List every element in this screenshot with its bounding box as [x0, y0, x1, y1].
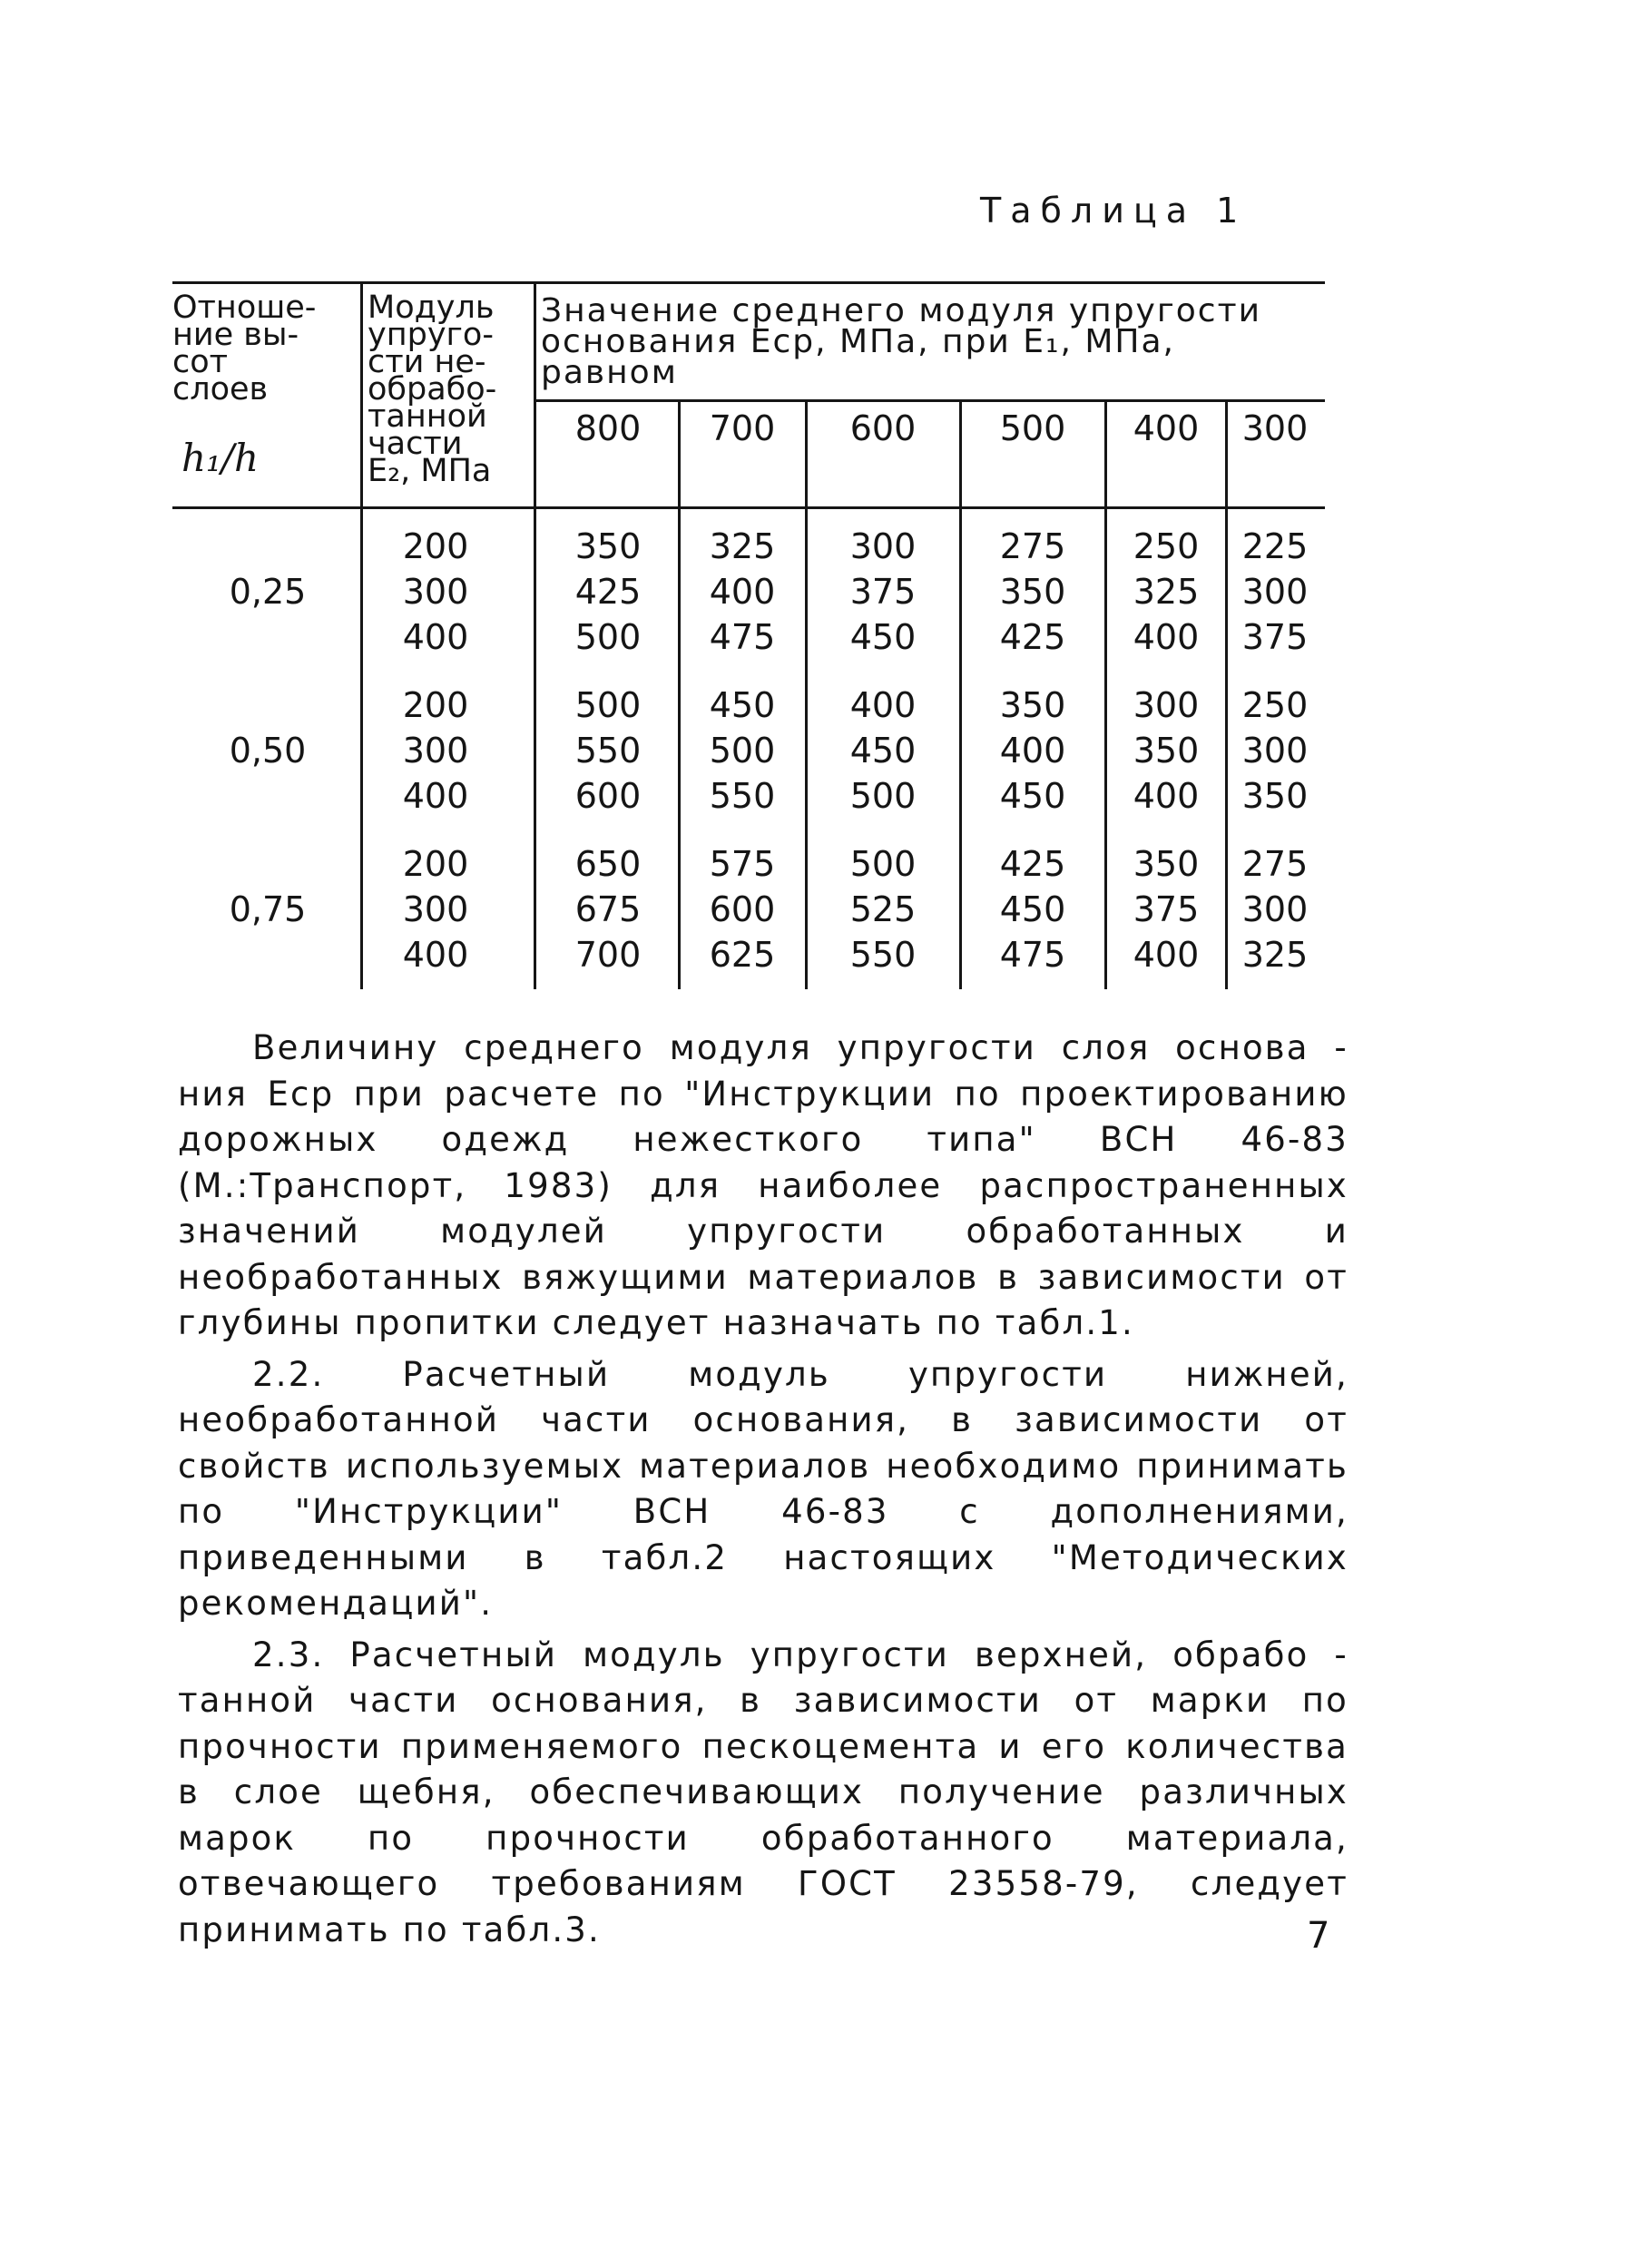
col-divider-6: [1104, 401, 1107, 989]
table-cell: 500: [849, 776, 917, 816]
e2-value: 300: [402, 572, 469, 612]
table-cell: 250: [1133, 526, 1200, 566]
table-cell: 325: [1133, 572, 1200, 612]
column-header: 600: [849, 408, 917, 448]
column-header: 300: [1241, 408, 1309, 448]
data-table: [172, 281, 1325, 989]
table-cell: 500: [849, 844, 917, 884]
table-cell: 450: [999, 889, 1066, 929]
table-cell: 700: [574, 935, 642, 975]
header-ratio: Отноше- ние вы- сот слоев: [172, 290, 317, 407]
page-number: 7: [1307, 1915, 1330, 1957]
table-cell: 350: [1241, 776, 1309, 816]
header-sub-rule: [535, 399, 1325, 402]
table-cell: 400: [709, 572, 776, 612]
column-header: 500: [999, 408, 1066, 448]
col-divider-5: [959, 401, 962, 989]
table-cell: 325: [1241, 935, 1309, 975]
table-cell: 600: [709, 889, 776, 929]
table-title: Таблица 1: [980, 191, 1248, 231]
header-ratio-symbol: h₁/h: [181, 436, 260, 480]
table-cell: 400: [999, 731, 1066, 771]
table-cell: 425: [574, 572, 642, 612]
table-cell: 350: [1133, 844, 1200, 884]
header-bottom-rule: [172, 506, 1325, 509]
table-cell: 475: [709, 617, 776, 657]
table-cell: 525: [849, 889, 917, 929]
e2-value: 400: [402, 776, 469, 816]
e2-value: 200: [402, 844, 469, 884]
table-cell: 250: [1241, 685, 1309, 725]
column-header: 700: [709, 408, 776, 448]
table-cell: 350: [999, 685, 1066, 725]
table-cell: 300: [1241, 731, 1309, 771]
table-top-rule: [172, 281, 1325, 284]
table-cell: 375: [1133, 889, 1200, 929]
table-cell: 275: [999, 526, 1066, 566]
ratio-value: 0,75: [229, 889, 307, 929]
ratio-value: 0,25: [229, 572, 307, 612]
table-cell: 275: [1241, 844, 1309, 884]
table-cell: 400: [849, 685, 917, 725]
e2-value: 200: [402, 685, 469, 725]
col-divider-4: [805, 401, 808, 989]
table-cell: 375: [1241, 617, 1309, 657]
table-cell: 600: [574, 776, 642, 816]
e2-value: 300: [402, 889, 469, 929]
table-cell: 300: [1241, 572, 1309, 612]
table-cell: 425: [999, 617, 1066, 657]
column-header: 400: [1133, 408, 1200, 448]
table-cell: 300: [1241, 889, 1309, 929]
table-cell: 300: [1133, 685, 1200, 725]
table-cell: 500: [709, 731, 776, 771]
table-cell: 225: [1241, 526, 1309, 566]
table-cell: 450: [849, 617, 917, 657]
paragraph: Величину среднего модуля упругости слоя основа - ния Eср при расчете по "Инструкции по проектированию дорожных одежд нежесткого типа" ВСН 46-83 (М.:Транспорт, 1983) для наиболее распространенных значений модулей упругости обработанных и необработанных вяжущими материалов в зависимости от глубины пропитки следует назначать по табл.1.: [178, 1028, 1348, 1342]
e2-value: 300: [402, 731, 469, 771]
e2-value: 400: [402, 617, 469, 657]
table-cell: 400: [1133, 935, 1200, 975]
paragraph: 2.3. Расчетный модуль упругости верхней, обрабо - танной части основания, в зависимости от марки по прочности применяемого пескоцемента и его количества в слое щебня, обеспечивающих получение различных марок по прочности обработанного материала, отвечающего требованиям ГОСТ 23558-79, следует принимать по табл.3.: [178, 1635, 1348, 1949]
table-cell: 500: [574, 685, 642, 725]
table-cell: 675: [574, 889, 642, 929]
e2-value: 400: [402, 935, 469, 975]
table-cell: 475: [999, 935, 1066, 975]
table-cell: 375: [849, 572, 917, 612]
col-divider-3: [678, 401, 681, 989]
header-mean-modulus: Значение среднего модуля упругости основания Eср, МПа, при E₁, МПа, равном: [541, 292, 1261, 391]
col-divider-1: [360, 281, 363, 989]
table-cell: 350: [574, 526, 642, 566]
table-cell: 400: [1133, 617, 1200, 657]
table-cell: 425: [999, 844, 1066, 884]
table-cell: 500: [574, 617, 642, 657]
table-cell: 550: [574, 731, 642, 771]
column-header: 800: [574, 408, 642, 448]
table-cell: 450: [849, 731, 917, 771]
table-cell: 575: [709, 844, 776, 884]
table-cell: 650: [574, 844, 642, 884]
ratio-value: 0,50: [229, 731, 307, 771]
table-cell: 400: [1133, 776, 1200, 816]
table-cell: 625: [709, 935, 776, 975]
paragraph: 2.2. Расчетный модуль упругости нижней, необработанной части основания, в зависимости от свойств используемых материалов необходимо принимать по "Инструкции" ВСН 46-83 с дополнениями, приведенными в табл.2 настоящих "Методических рекомендаций".: [178, 1354, 1348, 1623]
table-cell: 350: [999, 572, 1066, 612]
table-cell: 450: [709, 685, 776, 725]
body-text: [178, 1026, 1348, 1959]
table-cell: 300: [849, 526, 917, 566]
table-cell: 350: [1133, 731, 1200, 771]
table-cell: 550: [849, 935, 917, 975]
table-cell: 325: [709, 526, 776, 566]
e2-value: 200: [402, 526, 469, 566]
table-cell: 550: [709, 776, 776, 816]
header-modulus: Модуль упруго- сти не- обрабо- танной части E₂, МПа: [368, 290, 497, 489]
table-cell: 450: [999, 776, 1066, 816]
